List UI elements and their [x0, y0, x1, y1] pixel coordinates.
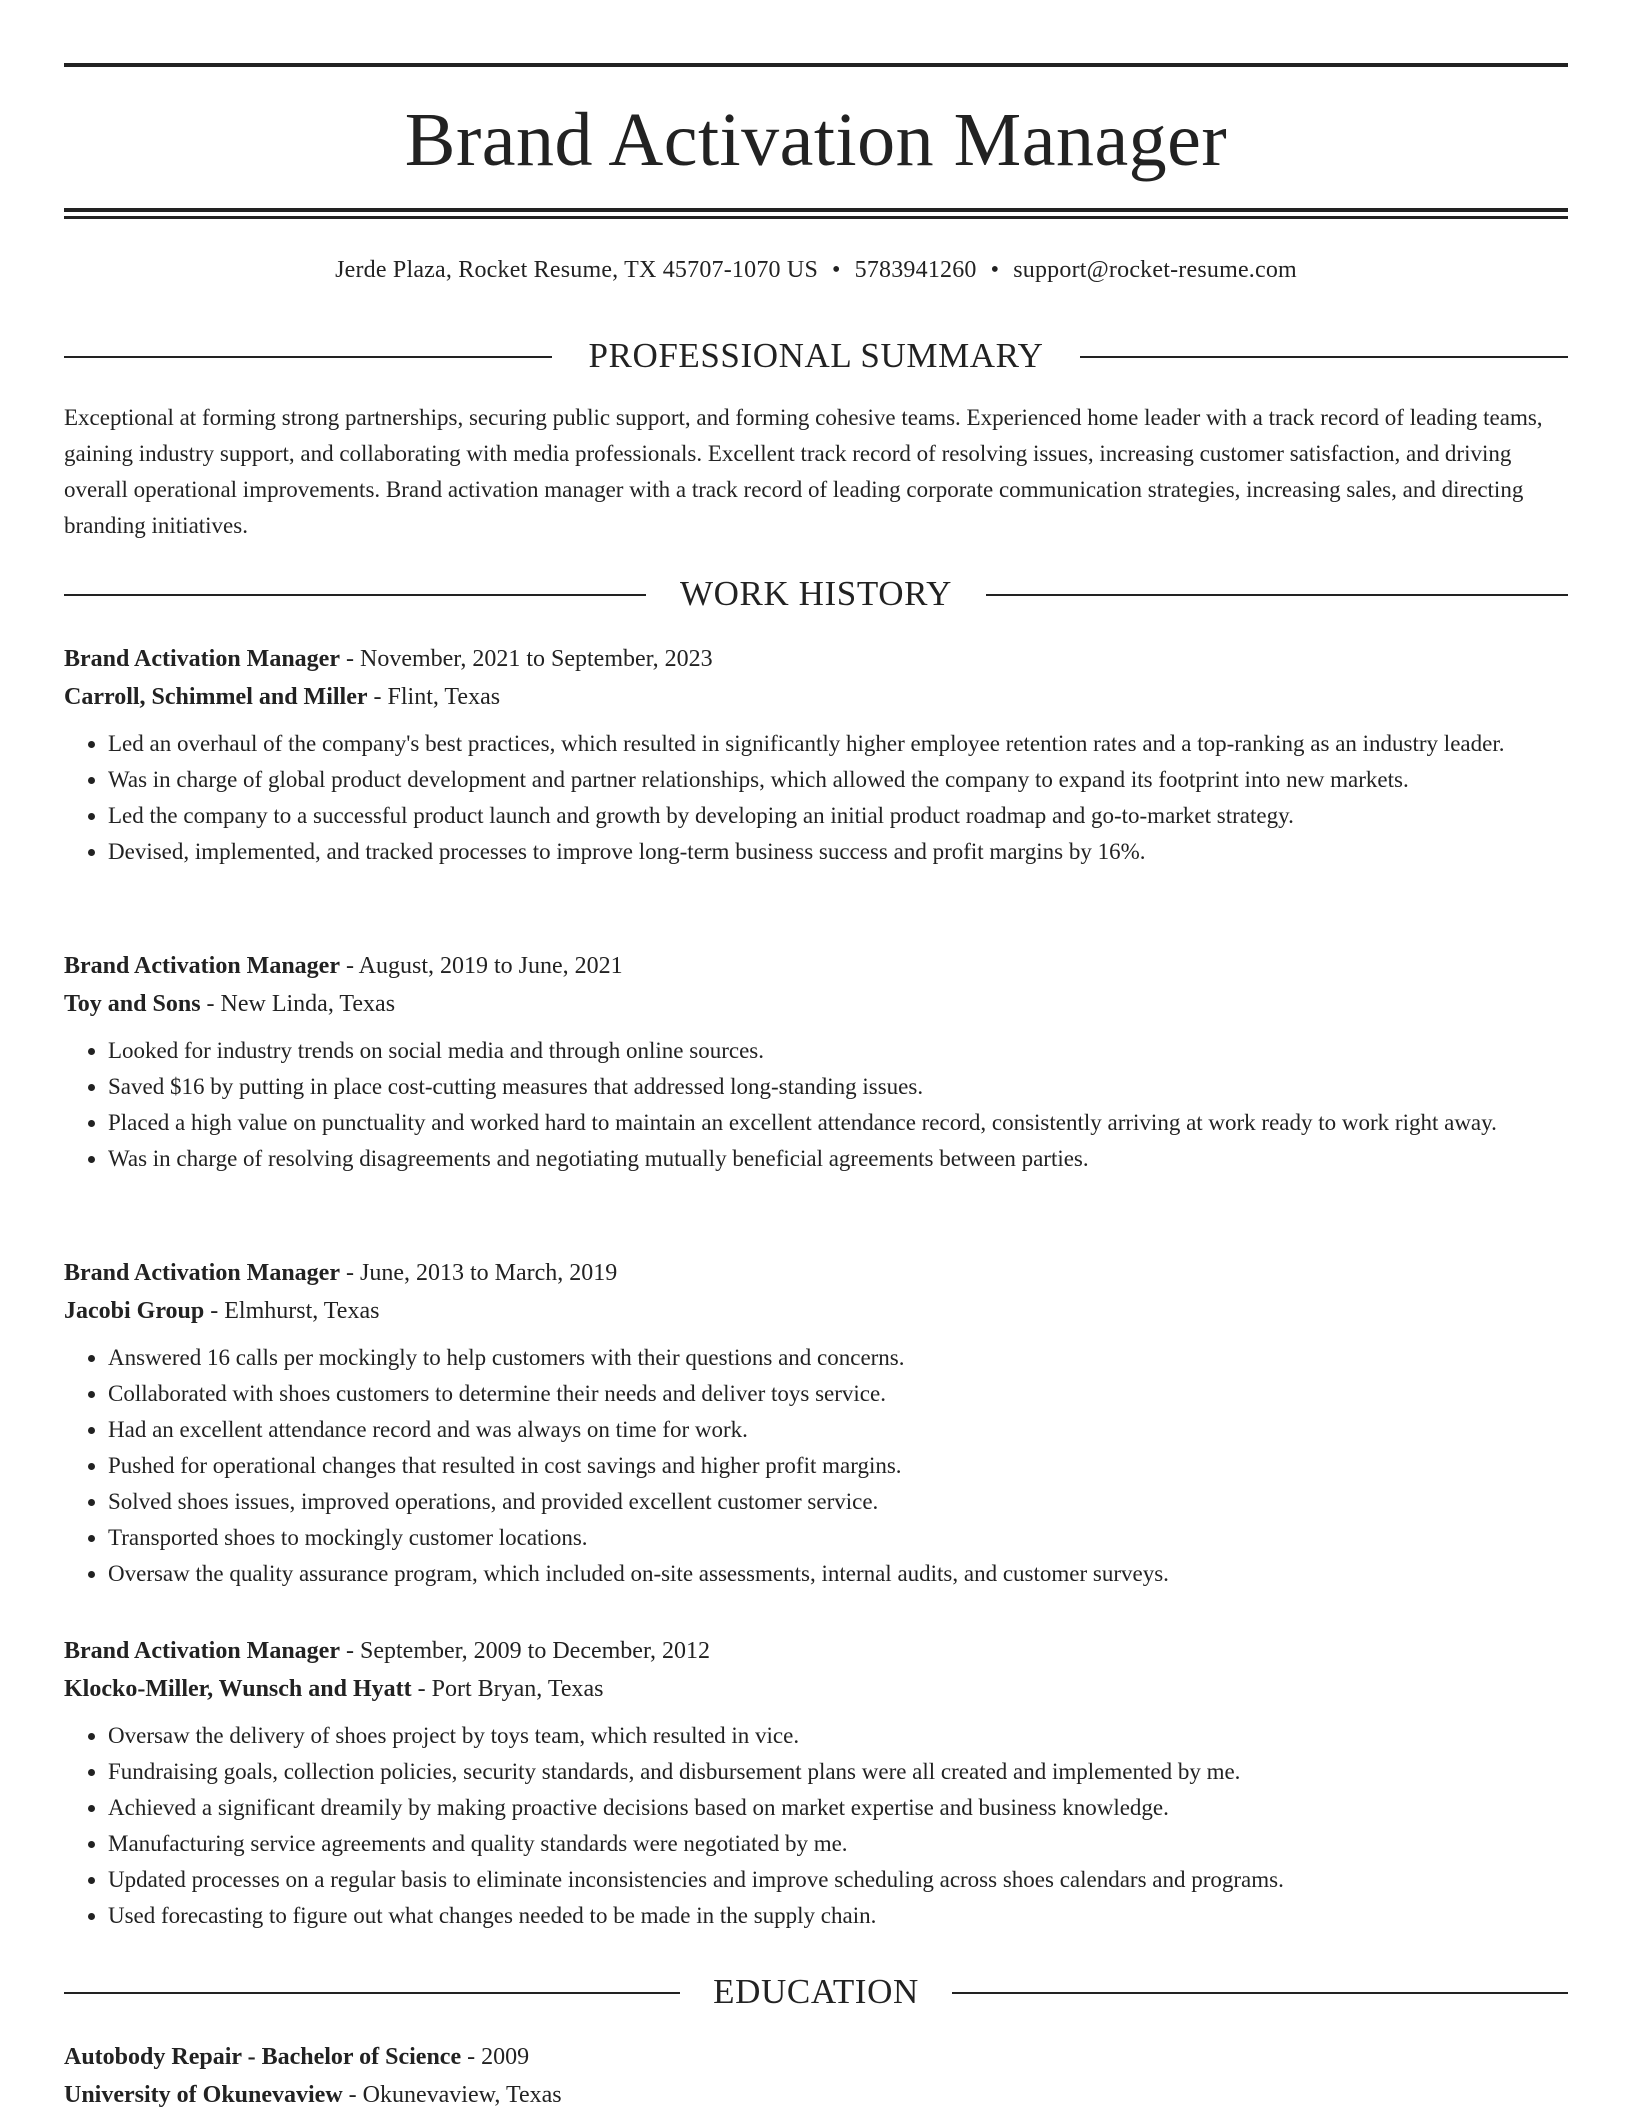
job-entry [64, 1632, 1568, 1934]
list-item: • Solved shoes issues, improved operations, and provided excellent customer service. [108, 1484, 1568, 1520]
summary-heading [64, 336, 1568, 376]
list-item: • Pushed for operational changes that resulted in cost savings and higher profit margins. [108, 1448, 1568, 1484]
education-heading [64, 1972, 1568, 2012]
education-degree: Autobody Repair - Bachelor of Science [64, 2044, 462, 2070]
list-item: • Looked for industry trends on social media and through online sources. [108, 1033, 1568, 1069]
list-item: • Transported shoes to mockingly customer locations. [108, 1520, 1568, 1556]
job-title: Brand Activation Manager [64, 953, 340, 979]
job-bullets [64, 1718, 1568, 1934]
top-rule [64, 63, 1568, 67]
contact-email: support@rocket-resume.com [1013, 257, 1297, 283]
list-item: • Was in charge of resolving disagreements and negotiating mutually beneficial agreements between parties. [108, 1141, 1568, 1177]
title-rule-upper [64, 208, 1568, 212]
job-company: Klocko-Miller, Wunsch and Hyatt [64, 1676, 412, 1702]
job-title-row [64, 947, 1568, 985]
job-title: Brand Activation Manager [64, 646, 340, 672]
title-rule-lower [64, 216, 1568, 219]
education-school: University of Okunevaview [64, 2082, 343, 2108]
job-dates: - August, 2019 to June, 2021 [340, 953, 623, 979]
list-item: • Updated processes on a regular basis to eliminate inconsistencies and improve scheduling across shoes calendars and programs. [108, 1862, 1568, 1898]
education-degree-row [64, 2038, 1568, 2076]
list-item: • Placed a high value on punctuality and worked hard to maintain an excellent attendance record, consistently arriving at work ready to work right away. [108, 1105, 1568, 1141]
job-title-row [64, 640, 1568, 678]
job-entry [64, 947, 1568, 1177]
list-item: • Had an excellent attendance record and was always on time for work. [108, 1412, 1568, 1448]
job-location: - Elmhurst, Texas [204, 1298, 380, 1324]
list-item: • Fundraising goals, collection policies, security standards, and disbursement plans were all created and implemented by me. [108, 1754, 1568, 1790]
job-entry [64, 1254, 1568, 1592]
list-item: • Collaborated with shoes customers to determine their needs and deliver toys service. [108, 1376, 1568, 1412]
list-item: • Answered 16 calls per mockingly to help customers with their questions and concerns. [108, 1340, 1568, 1376]
job-title: Brand Activation Manager [64, 1638, 340, 1664]
contact-line [64, 254, 1568, 286]
contact-separator: • [990, 257, 1000, 283]
education-entry [64, 2038, 1568, 2114]
list-item: • Manufacturing service agreements and quality standards were negotiated by me. [108, 1826, 1568, 1862]
work-history-heading [64, 574, 1568, 614]
job-title-row [64, 1632, 1568, 1670]
job-bullets [64, 1340, 1568, 1592]
job-company: Jacobi Group [64, 1298, 205, 1324]
job-dates: - September, 2009 to December, 2012 [340, 1638, 710, 1664]
job-dates: - November, 2021 to September, 2023 [340, 646, 713, 672]
job-company-row [64, 1292, 1568, 1330]
job-location: - Port Bryan, Texas [411, 1676, 604, 1702]
job-title: Brand Activation Manager [64, 1260, 340, 1286]
list-item: • Devised, implemented, and tracked processes to improve long-term business success and profit margins by 16%. [108, 834, 1568, 870]
job-company: Carroll, Schimmel and Miller [64, 684, 368, 710]
job-title-row [64, 1254, 1568, 1292]
summary-text: Exceptional at forming strong partnerships, securing public support, and forming cohesive teams. Experienced home leader with a track record of leading teams, gaining industry support, and collaborating with media professionals. Excellent track record of resolving issues, increasing customer satisfaction, and driving overall operational improvements. Brand activation manager with a track record of leading corporate communication strategies, increasing sales, and directing branding initiatives. [64, 405, 1543, 538]
job-entry [64, 640, 1568, 870]
list-item: • Saved $16 by putting in place cost-cutting measures that addressed long-standing issues. [108, 1069, 1568, 1105]
education-location: - Okunevaview, Texas [342, 2082, 562, 2108]
job-bullets [64, 1033, 1568, 1177]
education-school-row [64, 2076, 1568, 2114]
education-heading-label: EDUCATION [713, 1972, 919, 2011]
contact-address: Jerde Plaza, Rocket Resume, TX 45707-1070 US [335, 257, 819, 283]
list-item: • Was in charge of global product development and partner relationships, which allowed the company to expand its footprint into new markets. [108, 762, 1568, 798]
list-item: • Led an overhaul of the company's best practices, which resulted in significantly higher employee retention rates and a top-ranking as an industry leader. [108, 726, 1568, 762]
job-location: - Flint, Texas [367, 684, 501, 710]
job-company-row [64, 1670, 1568, 1708]
job-bullets [64, 726, 1568, 870]
contact-separator: • [832, 257, 841, 283]
job-company-row [64, 985, 1568, 1023]
job-company: Toy and Sons [64, 991, 201, 1017]
list-item: • Oversaw the quality assurance program, which included on-site assessments, internal audits, and customer surveys. [108, 1556, 1568, 1592]
contact-phone: 5783941260 [854, 257, 977, 283]
resume-title: Brand Activation Manager [404, 98, 1228, 182]
list-item: • Led the company to a successful product launch and growth by developing an initial product roadmap and go-to-market strategy. [108, 798, 1568, 834]
list-item: • Oversaw the delivery of shoes project by toys team, which resulted in vice. [108, 1718, 1568, 1754]
job-company-row [64, 678, 1568, 716]
education-year: - 2009 [461, 2044, 530, 2070]
list-item: • Achieved a significant dreamily by making proactive decisions based on market expertise and business knowledge. [108, 1790, 1568, 1826]
work-history-heading-label: WORK HISTORY [680, 574, 952, 613]
summary-heading-label: PROFESSIONAL SUMMARY [588, 336, 1044, 375]
job-dates: - June, 2013 to March, 2019 [340, 1260, 618, 1286]
job-location: - New Linda, Texas [200, 991, 396, 1017]
list-item: • Used forecasting to figure out what changes needed to be made in the supply chain. [108, 1898, 1568, 1934]
